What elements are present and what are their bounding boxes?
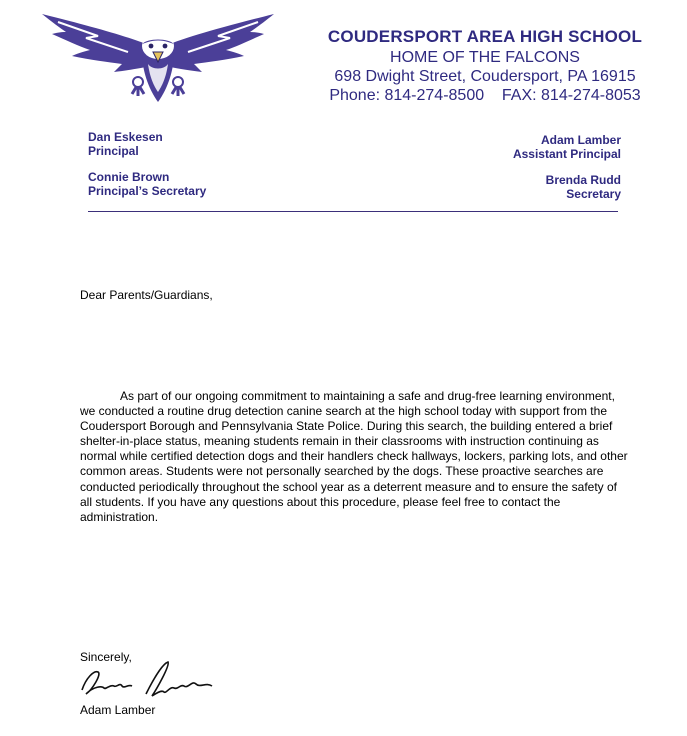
staff-secretary-1 <box>88 170 206 198</box>
handwritten-signature <box>76 656 226 702</box>
secretary1-name: Connie Brown <box>88 170 170 184</box>
staff-secretary-2 <box>546 173 621 201</box>
letter-body: As part of our ongoing commitment to maintaining a safe and drug-free learning environment, we conducted a routine drug detection canine search at the high school today with support from the Coudersport Borough and Pennsylvania State Police. During this search, the building entered a brief shelter-in-place status, meaning students remain in their classrooms with instruction continuing as normal while certified detection dogs and their handlers check hallways, lockers, parking lots, and other common areas. Students were not personally searched by the dogs. These proactive searches are conducted periodically throughout the school year as a deterrent measure and to ensure the safety of all students. If you have any questions about this procedure, please feel free to contact the administration. <box>80 389 628 524</box>
signer-name: Adam Lamber <box>80 703 156 717</box>
staff-assistant-principal <box>513 133 621 161</box>
secretary1-title: Principal’s Secretary <box>88 184 207 198</box>
secretary2-name: Brenda Rudd <box>545 173 621 187</box>
closing: Sincerely, <box>80 650 132 664</box>
principal-title: Principal <box>88 144 139 158</box>
school-contact: Phone: 814-274-8500 FAX: 814-274-8053 <box>329 87 641 104</box>
school-address: 698 Dwight Street, Coudersport, PA 16915 <box>334 68 636 85</box>
principal-name: Dan Eskesen <box>88 130 163 144</box>
salutation: Dear Parents/Guardians, <box>80 288 213 302</box>
falcon-logo <box>38 8 278 108</box>
staff-principal <box>88 130 163 158</box>
school-name: COUDERSPORT AREA HIGH SCHOOL <box>327 27 643 46</box>
school-tagline: HOME OF THE FALCONS <box>390 49 580 66</box>
school-header <box>300 26 670 105</box>
assistant-title: Assistant Principal <box>512 147 621 161</box>
secretary2-title: Secretary <box>566 187 621 201</box>
assistant-name: Adam Lamber <box>540 133 621 147</box>
header-divider <box>88 211 618 212</box>
